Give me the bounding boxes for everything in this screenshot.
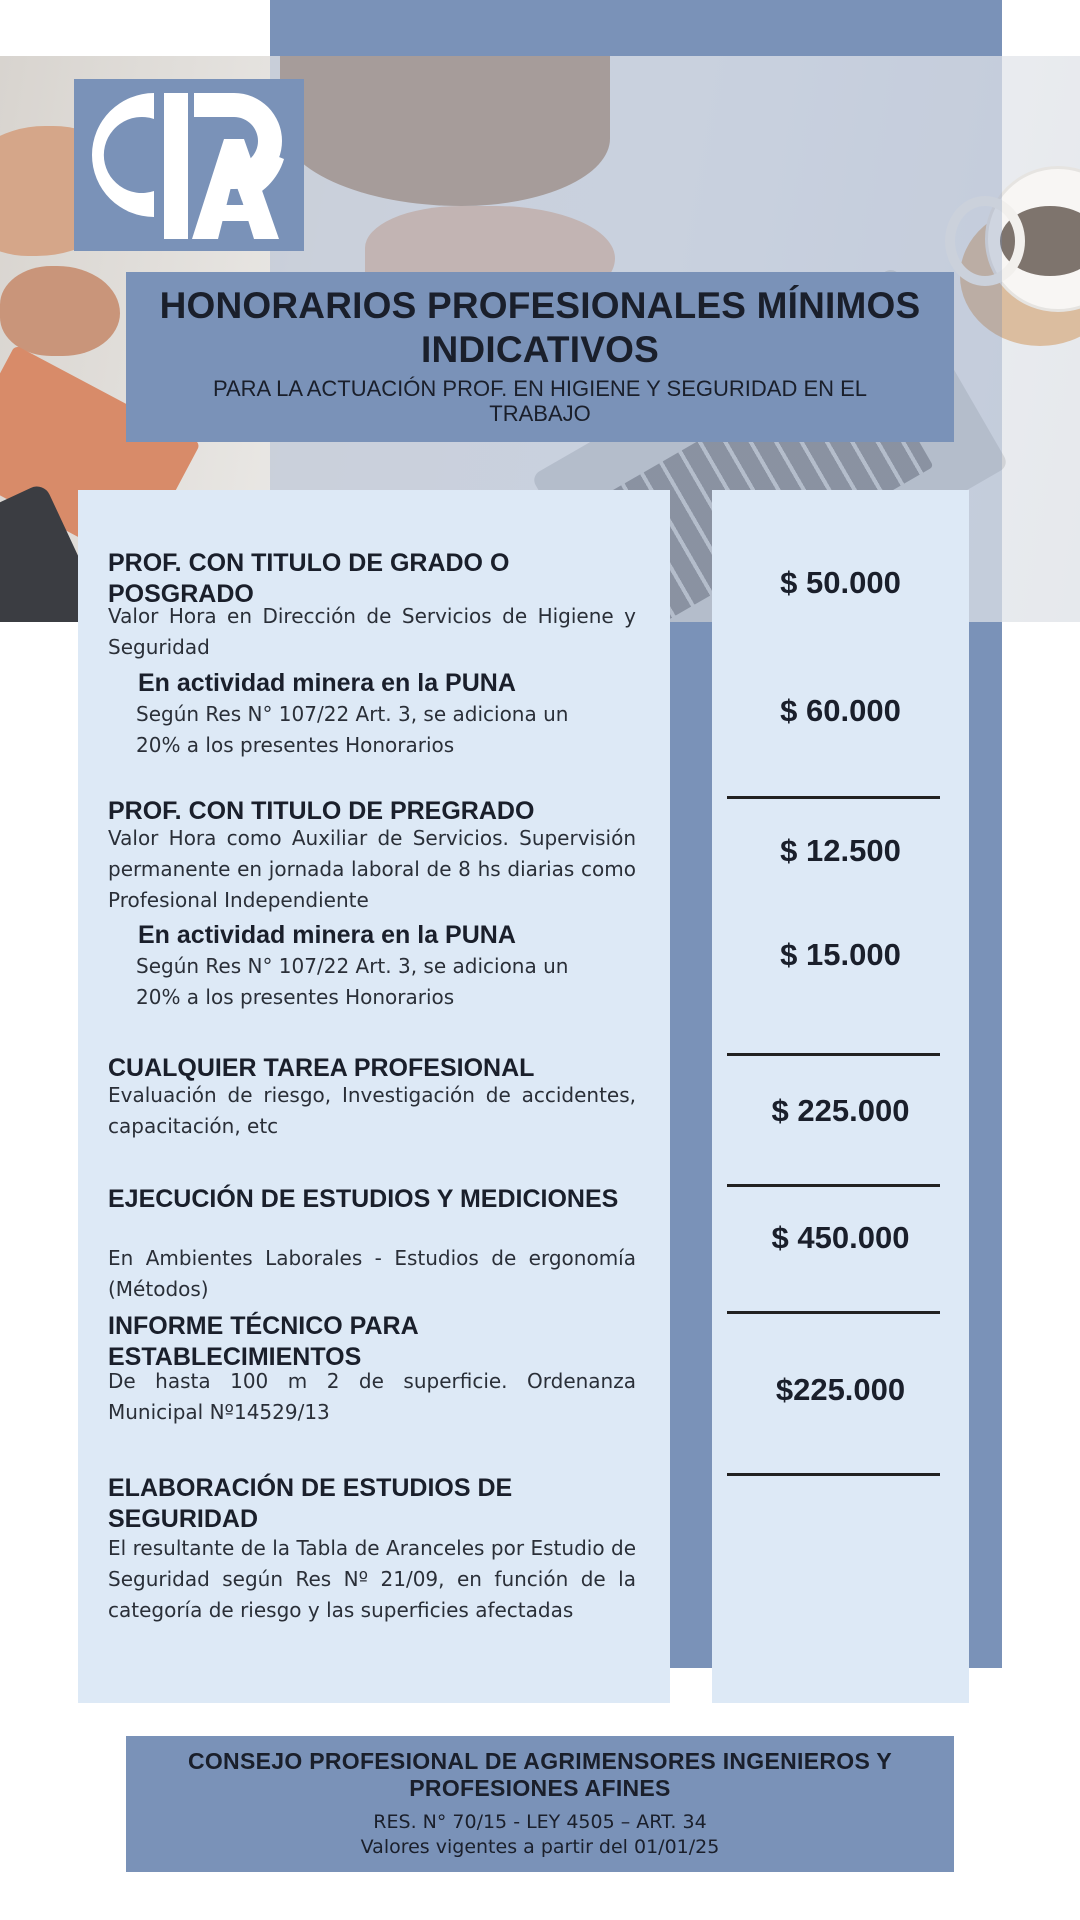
page-subtitle: PARA LA ACTUACIÓN PROF. EN HIGIENE Y SEGURIDAD EN EL TRABAJO <box>212 376 868 426</box>
price-value: $ 225.000 <box>771 1093 910 1128</box>
divider <box>727 1311 940 1314</box>
divider <box>727 796 940 799</box>
divider <box>727 1473 940 1476</box>
section-heading: ELABORACIÓN DE ESTUDIOS DE SEGURIDAD <box>108 1474 513 1533</box>
subsection-heading: En actividad minera en la PUNA <box>138 669 516 697</box>
footer-box <box>126 1736 954 1872</box>
section-description: El resultante de la Tabla de Aranceles por Estudio de Seguridad según Res Nº 21/09, en función de la categoría de riesgo y las superficies afectadas <box>108 1536 636 1622</box>
subsection-heading: En actividad minera en la PUNA <box>138 921 516 949</box>
divider <box>727 1184 940 1187</box>
cpa-logo <box>74 79 304 251</box>
cpa-logo-icon <box>74 79 304 251</box>
price-value: $ 50.000 <box>780 565 901 600</box>
footer-validity: Valores vigentes a partir del 01/01/25 <box>360 1836 720 1858</box>
section-heading: EJECUCIÓN DE ESTUDIOS Y MEDICIONES <box>108 1185 619 1213</box>
price-value: $ 15.000 <box>780 937 901 972</box>
section-heading: CUALQUIER TAREA PROFESIONAL <box>108 1054 535 1082</box>
price-value: $ 12.500 <box>780 833 901 868</box>
top-accent-band <box>270 0 1002 58</box>
price-value: $ 60.000 <box>780 693 901 728</box>
section-description: En Ambientes Laborales - Estudios de ergonomía (Métodos) <box>108 1246 636 1301</box>
section-description: Valor Hora como Auxiliar de Servicios. Supervisión permanente en jornada laboral de 8 hs diarias como Profesional Independiente <box>108 826 636 912</box>
section-heading: PROF. CON TITULO DE PREGRADO <box>108 797 535 825</box>
header-title-box <box>126 272 954 442</box>
section-description: Valor Hora en Dirección de Servicios de Higiene y Seguridad <box>108 604 636 659</box>
subsection-description: Según Res N° 107/22 Art. 3, se adiciona un 20% a los presentes Honorarios <box>136 702 569 757</box>
divider <box>727 1053 940 1056</box>
section-heading: PROF. CON TITULO DE GRADO O POSGRADO <box>108 549 510 608</box>
subsection-description: Según Res N° 107/22 Art. 3, se adiciona un 20% a los presentes Honorarios <box>136 954 569 1009</box>
section-heading: INFORME TÉCNICO PARA ESTABLECIMIENTOS <box>108 1312 418 1371</box>
page-title: HONORARIOS PROFESIONALES MÍNIMOS INDICATIVOS <box>159 285 921 370</box>
section-description: Evaluación de riesgo, Investigación de accidentes, capacitación, etc <box>108 1083 636 1138</box>
footer-reference: RES. N° 70/15 - LEY 4505 – ART. 34 <box>373 1811 707 1833</box>
price-value: $ 450.000 <box>771 1220 910 1255</box>
footer-organization: CONSEJO PROFESIONAL DE AGRIMENSORES INGENIEROS Y PROFESIONES AFINES <box>187 1748 893 1801</box>
section-description: De hasta 100 m 2 de superficie. Ordenanza Municipal Nº14529/13 <box>108 1369 636 1424</box>
price-value: $225.000 <box>775 1372 906 1407</box>
right-light-strip <box>1002 56 1080 622</box>
